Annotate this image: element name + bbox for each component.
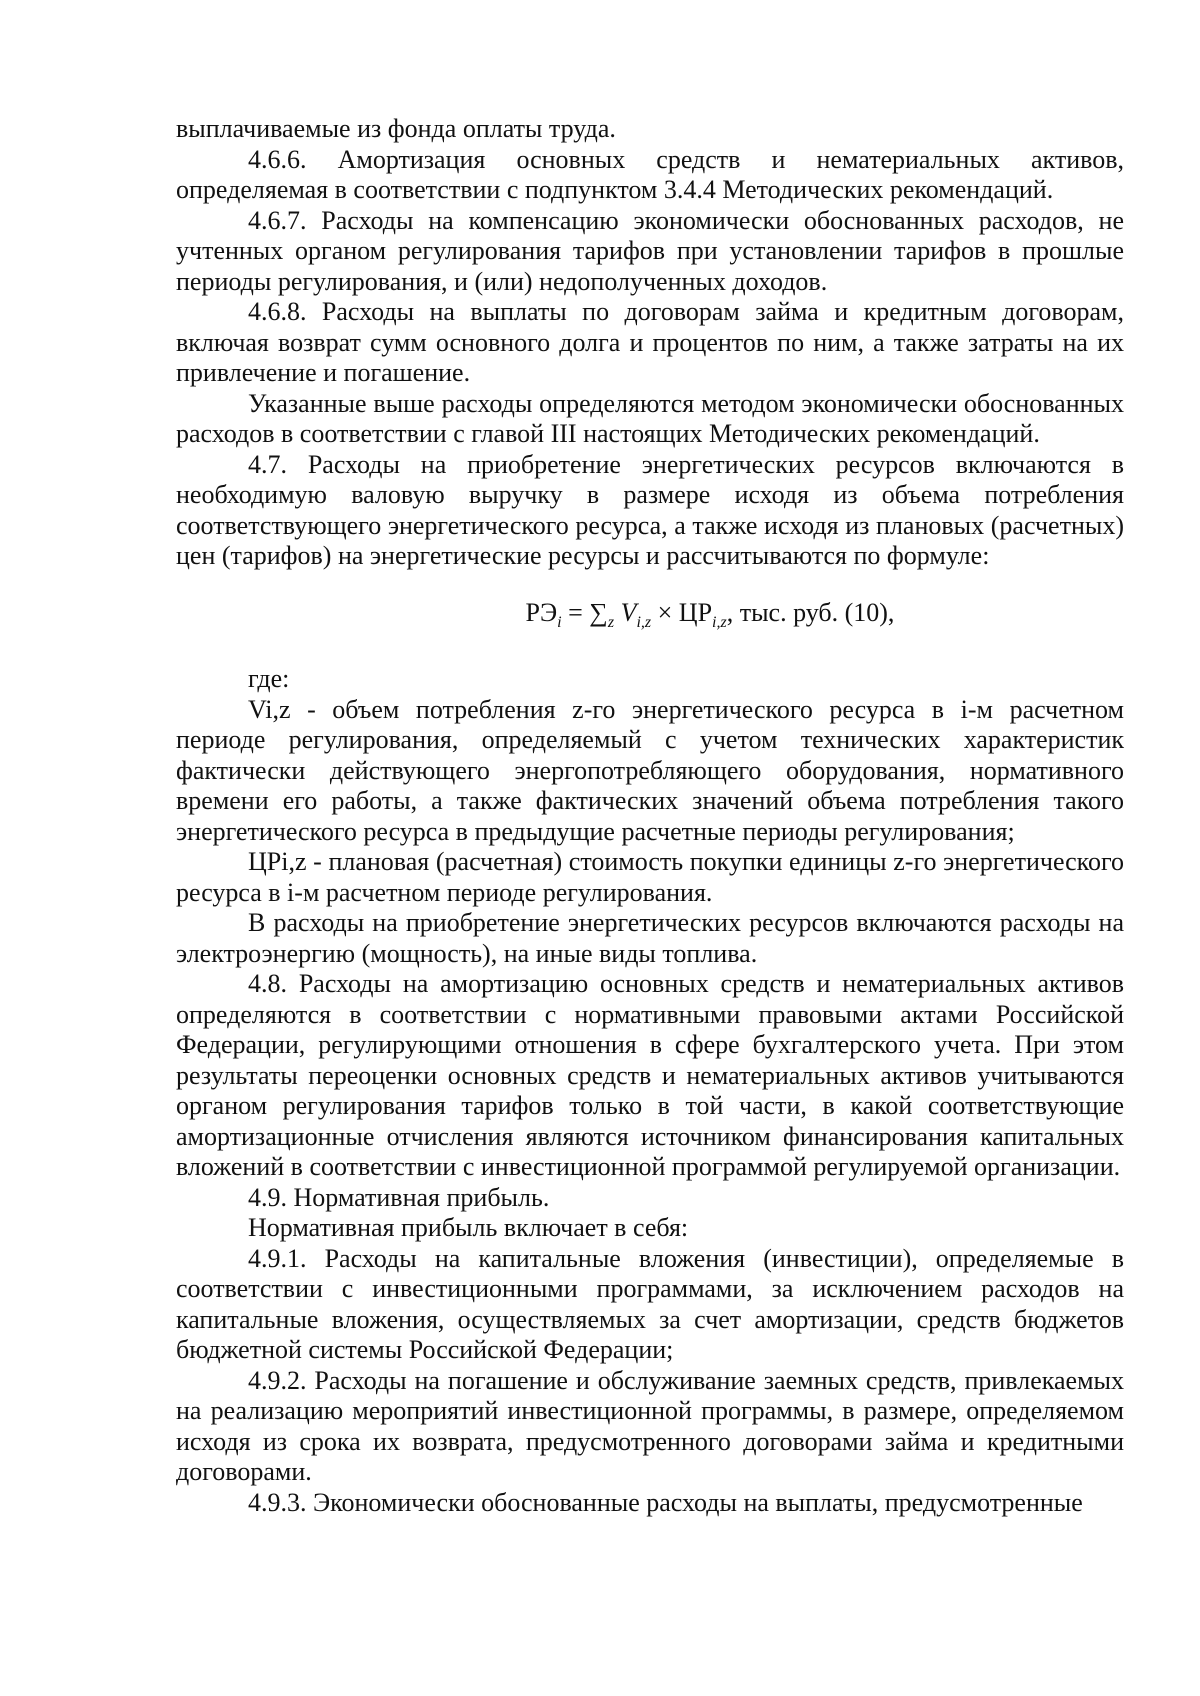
formula-tail: , тыс. руб. (10), [726,597,895,627]
paragraph-4-9-1: 4.9.1. Расходы на капитальные вложения (инвестиции), определяемые в соответствии с инвестиционными программами, за исключением расходов на капитальные вложения, осуществляемых за счет амортизации, средств бюджетов бюджетной системы Российской Федерации; [176,1243,1124,1365]
paragraph-4-6-7: 4.6.7. Расходы на компенсацию экономически обоснованных расходов, не учтенных органом регулирования тарифов при установлении тарифов в прошлые периоды регулирования, и (или) недополученных доходов. [176,205,1124,296]
paragraph-4-9: 4.9. Нормативная прибыль. [248,1182,550,1212]
formula-times-cr: × ЦР [651,597,713,627]
formula-10 [176,598,1124,639]
paragraph-4-9-3: 4.9.3. Экономически обоснованные расходы на выплаты, предусмотренные [248,1487,1083,1517]
document-body [176,114,1124,1518]
formula-lhs-sub: i [557,613,562,631]
paragraph-energy-expenses: В расходы на приобретение энергетических ресурсов включаются расходы на электроэнергию (мощность), на иные виды топлива. [176,908,1124,968]
paragraph-continuation: выплачиваемые из фонда оплаты труда. [176,114,616,143]
definition-cr-i-z: ЦРi,z - плановая (расчетная) стоимость покупки единицы z-го энергетического ресурса в i-м расчетном периоде регулирования. [176,847,1124,907]
paragraph-4-8: 4.8. Расходы на амортизацию основных средств и нематериальных активов определяются в соответствии с нормативными правовыми актами Российской Федерации, регулирующими отношения в сфере бухгалтерского учета. При этом результаты переоценки основных средств и нематериальных активов учитываются органом регулирования тарифов только в той части, в какой соответствующие амортизационные отчисления являются источником финансирования капитальных вложений в соответствии с инвестиционной программой регулируемой организации. [176,969,1124,1182]
paragraph-profit-includes: Нормативная прибыль включает в себя: [248,1213,689,1243]
paragraph-4-7: 4.7. Расходы на приобретение энергетических ресурсов включаются в необходимую валовую выручку в размере исходя из объема потребления соответствующего энергетического ресурса, а также исходя из плановых (расчетных) цен (тарифов) на энергетические ресурсы и рассчитываются по формуле: [176,449,1124,570]
formula-v-sub: i,z [636,613,652,631]
where-label: где: [248,664,290,694]
formula-equals-sum: = ∑ [561,597,608,627]
formula-sum-sub: z [607,613,615,631]
definition-vi-z: Vi,z - объем потребления z-го энергетического ресурса в i-м расчетном периоде регулирования, определяемый с учетом технических характеристик фактически действующего энергопотребляющего оборудования, нормативного времени его работы, а также фактических значений объема потребления такого энергетического ресурса в предыдущие расчетные периоды регулирования; [176,694,1124,846]
formula-cr-sub: i,z [712,613,727,631]
paragraph-4-6-6: 4.6.6. Амортизация основных средств и нематериальных активов, определяемая в соответствии с подпунктом 3.4.4 Методических рекомендаций. [176,144,1124,204]
paragraph-note-methods: Указанные выше расходы определяются методом экономически обоснованных расходов в соответствии с главой III настоящих Методических рекомендаций. [176,388,1124,448]
paragraph-4-6-8: 4.6.8. Расходы на выплаты по договорам займа и кредитным договорам, включая возврат сумм основного долга и процентов по ним, а также затраты на их привлечение и погашение. [176,297,1124,387]
formula-lhs: РЭ [525,597,558,627]
formula-v: V [620,597,637,627]
paragraph-4-9-2: 4.9.2. Расходы на погашение и обслуживание заемных средств, привлекаемых на реализацию мероприятий инвестиционной программы, в размере, определяемом исходя из срока их возврата, предусмотренного договорами займа и кредитными договорами. [176,1365,1124,1487]
